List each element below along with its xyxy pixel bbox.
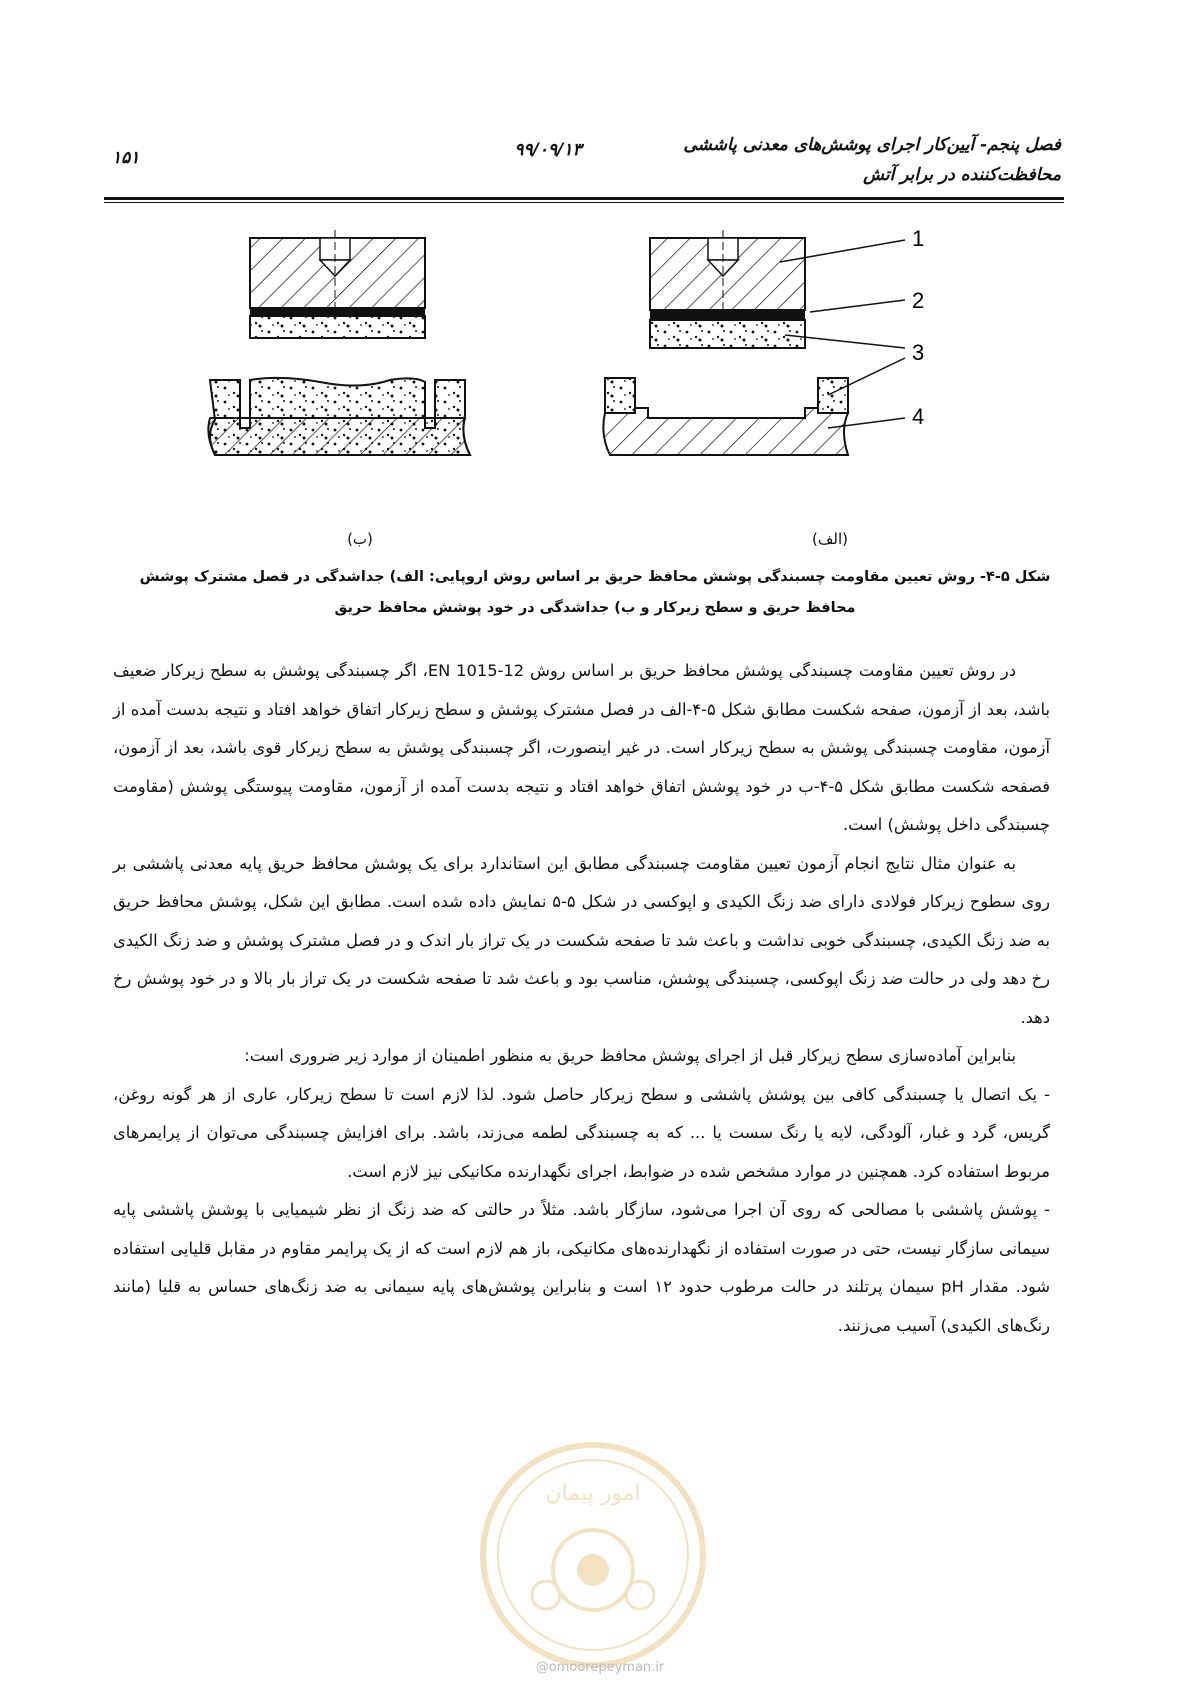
header-rule-thin [104,202,1064,203]
header-rule-thick [104,197,1064,200]
page-number: ۱۵۱ [112,148,140,168]
chapter-title-line1: فصل پنجم- آیین‌کار اجرای پوشش‌های معدنی پاششی [683,135,1061,155]
figure-b-drawing [208,230,470,455]
bullet-1: - یک اتصال یا چسبندگی کافی بین پوشش پاششی و سطح زیرکار حاصل شود. لذا لازم است تا سطح زیرکار، عاری از هر گونه روغن، گریس، گرد و غبار، آلودگی، لایه یا رنگ سست یا ... که به چسبندگی لطمه می‌زند، باشد. برای افزایش چسبندگی می‌توان از پرایمرهای مربوط استفاده کرد. همچنین در موارد مشخص شده در ضوابط، اجرای نگهدارنده مکانیکی نیز لازم است. [113,1084,1050,1181]
paragraph-2: به عنوان مثال نتایج انجام آزمون تعیین مقاومت چسبندگی مطابق این استاندارد برای یک پوشش محافظ حریق پایه معدنی پاششی بر روی سطوح زیرکار فولادی دارای ضد زنگ الکیدی و اپوکسی در شکل ۵-۵ نمایش داده شده است. مطابق این شکل، پوشش محافظ حریق به ضد زنگ الکیدی، چسبندگی خوبی نداشت و باعث شد تا صفحه شکست در یک تراز بار اندک و در فصل مشترک پوشش و ضد زنگ الکیدی رخ دهد ولی در حالت ضد زنگ اپوکسی، چسبندگی پوشش، مناسب بود و باعث شد تا صفحه شکست در یک تراز بار بالا و در خود پوشش رخ دهد. [113,853,1050,1027]
figure-label-b: (ب) [347,530,373,548]
figure-a-drawing [603,230,848,455]
figure-caption [130,562,1060,624]
bullet-2: - پوشش پاششی با مصالحی که روی آن اجرا می‌شود، سازگار باشد. مثلاً در حالتی که ضد زنگ از نظر شیمیایی با پوشش پاششی پایه سیمانی سازگار نیست، حتی در صورت استفاده از نگهدارنده‌های مکانیکی، باز هم لازم است که از یک پرایمر مقاوم در مقابل قلیایی استفاده شود. مقدار pH سیمان پرتلند در حالت مرطوب حدود ۱۲ است و بنابراین پوشش‌های پایه سیمانی به ضد زنگ‌های حساس به قلیا (مانند رنگ‌های الکیدی) آسیب می‌زنند. [113,1200,1051,1335]
figure-caption-line1: شکل ۵-۴- روش تعیین مقاومت چسبندگی پوشش محافظ حریق بر اساس روش اروپایی: الف) جداشدگی در فصل مشترک پوشش [139,569,1051,585]
paragraph-1: در روش تعیین مقاومت چسبندگی پوشش محافظ حریق بر اساس روش EN 1015-12، اگر چسبندگی پوشش به سطح زیرکار ضعیف باشد، بعد از آزمون، صفحه شکست مطابق شکل ۵-۴-الف در فصل مشترک پوشش و سطح زیرکار اتفاق خواهد افتاد و نتیجه بدست آمده از آزمون، مقاومت چسبندگی پوشش به سطح زیرکار است. در غیر اینصورت، اگر چسبندگی پوشش به سطح زیرکار قوی باشد، بعد از آزمون، فصفحه شکست مطابق شکل ۵-۴-ب در خود پوشش اتفاق خواهد افتاد و نتیجه بدست آمده از آزمون، مقاومت پیوستگی پوشش (مقاومت چسبندگی داخل پوشش) است. [113,661,1050,834]
chapter-title [541,130,1061,190]
watermark-emblem-text: امور پیمان [545,1481,641,1506]
chapter-title-line2: محافظت‌کننده در برابر آتش [863,165,1061,185]
adhesion-test-figure [200,230,1000,550]
callout-4: 4 [912,404,925,429]
figure-caption-line2: محافظ حریق و سطح زیرکار و ب) جداشدگی در خود پوشش محافظ حریق [334,600,856,616]
callout-2: 2 [912,288,925,313]
header-date: ۹۹/۰۹/۱۳ [514,140,582,160]
callout-3: 3 [912,340,925,365]
figure-label-a: (الف) [812,530,848,548]
watermark-emblem [468,1430,718,1680]
callout-1: 1 [912,230,925,251]
watermark-site: @omoorepeyman.ir [535,1660,665,1675]
paragraph-3: بنابراین آماده‌سازی سطح زیرکار قبل از اجرای پوشش محافظ حریق به منظور اطمینان از موارد زیر ضروری است: [244,1046,1016,1065]
body-text [113,652,1050,1345]
